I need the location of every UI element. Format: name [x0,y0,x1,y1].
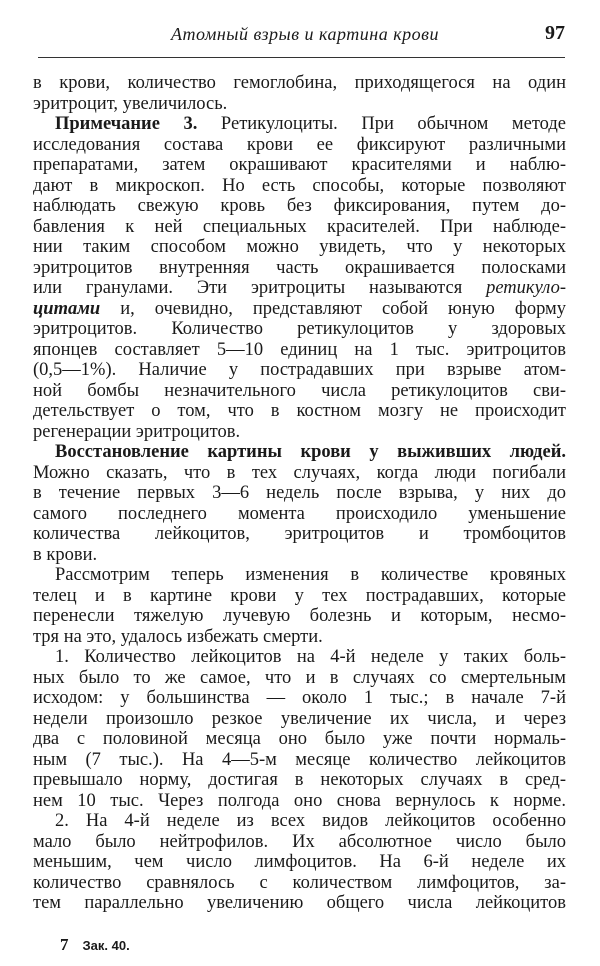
text-line [33,750,566,771]
printer-signature: Зак. 40. [82,938,130,953]
text-run: превышало норму, достигая в некоторых случаях в сред- [33,770,566,790]
text-run: детельствует о том, что в костном мозгу не происходит [33,401,566,421]
emphasized-text: Примечание 3. [55,114,198,134]
emphasized-text: цитами [33,298,101,319]
text-run: японцев составляет 5—10 единиц на 1 тыс. эритроцитов [33,339,566,360]
text-run: эритроцит, увеличилось. [33,93,228,114]
text-line [33,258,566,279]
text-line [33,94,566,115]
text-run: в крови. [33,544,98,565]
text-line [33,196,566,217]
text-line [33,545,566,566]
text-line [33,811,566,832]
text-line [33,852,566,873]
text-run: (0,5—1%). Наличие у пострадавших при взрыве атом- [33,360,566,380]
emphasized-text: ретикуло- [486,278,566,298]
text-run: самого последнего момента происходило уменьшение [33,503,566,524]
text-run: или гранулами. Эти эритроциты называются [33,278,487,298]
text-line [33,832,566,853]
text-run: нии таким способом можно увидеть, что у некоторых [33,237,566,257]
text-line [33,893,566,914]
text-line [33,114,566,135]
text-run: ной бомбы незначительного числа ретикулоцитов сви- [33,380,566,401]
text-run: Ретикулоциты. При обычном методе [197,114,566,134]
text-line [33,647,566,668]
header-rule [38,57,565,58]
text-line [33,442,566,463]
text-run: регенерации эритроцитов. [33,421,241,442]
text-line [33,401,566,422]
text-run: недели произошло резкое увеличение их числа, и через [33,708,566,729]
text-line [33,586,566,607]
text-run: 2. На 4-й неделе из всех видов лейкоцитов особенно [55,811,566,831]
text-line [33,360,566,381]
text-run: количество сравнялось с количеством лимфоцитов, за- [33,872,566,893]
text-line [33,668,566,689]
text-run: бавления к ней специальных красителей. При наблюде- [33,216,566,237]
text-line [33,73,566,94]
text-run: ных было то же самое, что и в случаях со смертельным [33,667,566,688]
text-line [33,176,566,197]
text-line [33,237,566,258]
text-line [33,381,566,402]
text-run: мало было нейтрофилов. Их абсолютное число было [33,831,566,852]
sheet-number: 7 [60,935,69,954]
emphasized-text: Восстановление картины крови у выживших людей. [55,442,566,462]
text-run: в крови, количество гемоглобина, приходящегося на один [33,73,566,93]
text-run: исходом: у большинства — около 1 тыс.; в начале 7-й [33,688,566,708]
text-line [33,422,566,443]
text-line [33,729,566,750]
text-run: тем параллельно увеличению общего числа лейкоцитов [33,893,566,913]
text-run: количества лейкоцитов, эритроцитов и тромбоцитов [33,524,566,544]
text-run: исследования состава крови ее фиксируют различными [33,134,566,155]
text-run: 1. Количество лейкоцитов на 4-й неделе у таких боль- [55,647,566,667]
text-run: эритроцитов внутренняя часть окрашивается полосками [33,257,566,278]
text-run: препаратами, затем окрашивают красителями и наблю- [33,155,566,175]
text-run: тря на это, удалось избежать смерти. [33,626,323,647]
text-run: Рассмотрим теперь изменения в количестве кровяных [55,565,566,585]
text-line [33,155,566,176]
text-line [33,873,566,894]
text-line [33,463,566,484]
body-text [33,73,566,914]
text-line [33,791,566,812]
text-line [33,135,566,156]
text-run: два с половиной месяца оно было уже почти нормаль- [33,729,566,749]
footer [60,935,130,955]
text-run: в течение первых 3—6 недель после взрыва, у них до [33,483,566,503]
text-line [33,688,566,709]
text-run: ным (7 тыс.). На 4—5-м месяце количество лейкоцитов [33,749,566,770]
running-header-title: Атомный взрыв и картина крови [171,24,439,44]
text-line [33,278,566,299]
text-run: наблюдать свежую кровь без фиксирования, путем до- [33,196,566,216]
text-line [33,504,566,525]
text-line [33,483,566,504]
text-run: Можно сказать, что в тех случаях, когда люди погибали [33,462,566,483]
text-run: нем 10 тыс. Через полгода оно снова вернулось к норме. [33,790,566,811]
text-line [33,709,566,730]
text-run: дают в микроскоп. Но есть способы, которые позволяют [33,175,566,196]
text-run: эритроцитов. Количество ретикулоцитов у здоровых [33,319,566,339]
text-run: и, очевидно, представляют собой юную форму [100,298,566,319]
text-line [33,627,566,648]
page-number: 97 [545,22,565,44]
text-line [33,340,566,361]
text-line [33,299,566,320]
text-line [33,217,566,238]
text-line [33,770,566,791]
text-line [33,606,566,627]
text-run: меньшим, чем число лимфоцитов. На 6-й неделе их [33,852,566,872]
text-run: перенесли тяжелую лучевую болезнь и которым, несмо- [33,606,566,626]
text-line [33,319,566,340]
text-line [33,524,566,545]
text-line [33,565,566,586]
text-run: телец и в картине крови у тех пострадавших, которые [33,585,566,606]
